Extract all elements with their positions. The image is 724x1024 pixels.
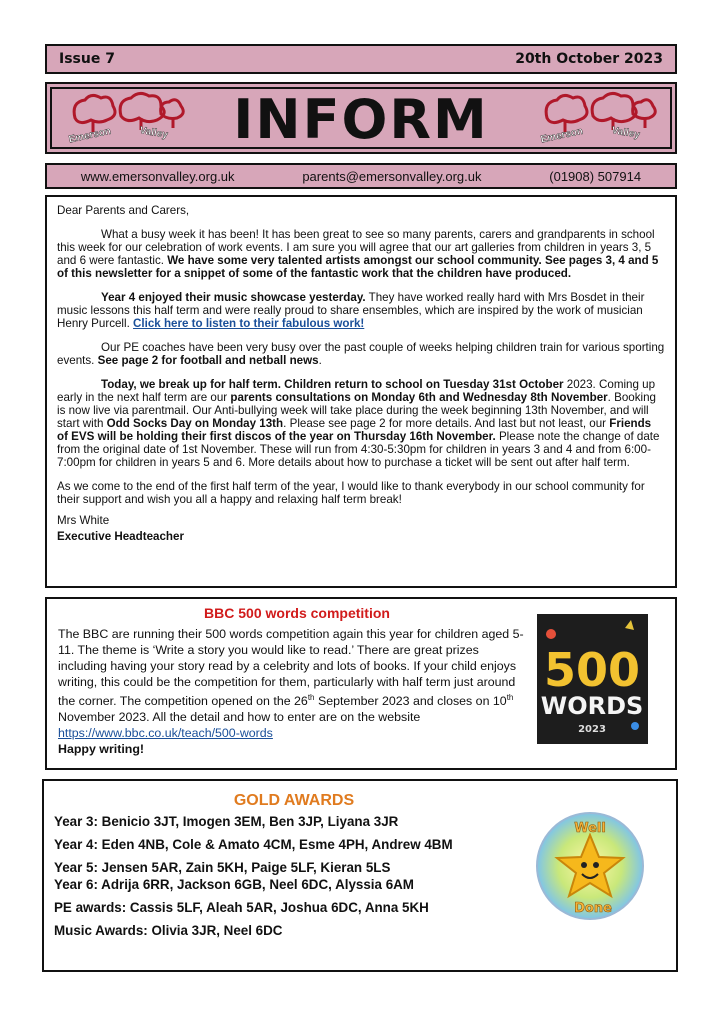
issue-bar — [45, 44, 677, 74]
letter-paragraph-5: As we come to the end of the first half term of the year, I would like to thank everybody in our school community for their support and wish you all a happy and relaxing half term break! — [57, 480, 645, 506]
award-line-year-4: Year 4: Eden 4NB, Cole & Amato 4CM, Esme 4PH, Andrew 4BM — [54, 837, 453, 852]
award-line-pe: PE awards: Cassis 5LF, Aleah 5AR, Joshua 6DC, Anna 5KH — [54, 900, 429, 915]
gold-awards-section — [42, 779, 678, 972]
contact-bar — [45, 163, 677, 189]
letter-paragraph-4: Today, we break up for half term. Children return to school on Tuesday 31st October 2023. Coming up early in the next half term are our parents consultations on Monday 6th and Wednesday 8th November. Booking is now live via parentmail. Our Anti-bullying week will take place during the week beginning 13th November, and will start with Odd Socks Day on Monday 13th. Please see page 2 for more details. And last but not least, our Friends of EVS will be holding their first discos of the year on Thursday 16th November. Please note the change of date from the original date of 1st November. These will run from 4:30-5:30pm for children in years 3 and 4 and from 6:00-7:00pm for children in years 5 and 6. More details about how to purchase a ticket will be sent out after half term. — [57, 378, 660, 469]
svg-text:500: 500 — [543, 643, 641, 697]
gold-awards-title: GOLD AWARDS — [233, 792, 355, 809]
signoff-role: Executive Headteacher — [57, 530, 184, 543]
email-link[interactable]: parents@emersonvalley.org.uk — [302, 168, 482, 184]
svg-text:Well: Well — [574, 821, 606, 836]
music-showcase-link[interactable]: Click here to listen to their fabulous work! — [133, 317, 365, 330]
500-words-logo-icon — [537, 614, 648, 744]
svg-text:WORDS: WORDS — [540, 692, 644, 720]
issue-date: 20th October 2023 — [515, 51, 663, 67]
school-logo-right-icon — [533, 88, 661, 148]
svg-text:Valley: Valley — [138, 125, 169, 141]
website-link[interactable]: www.emersonvalley.org.uk — [80, 168, 235, 184]
svg-text:Valley: Valley — [610, 125, 641, 141]
signoff-name: Mrs White — [57, 514, 110, 527]
svg-text:2023: 2023 — [578, 724, 606, 735]
issue-number: Issue 7 — [59, 51, 115, 67]
award-line-music: Music Awards: Olivia 3JR, Neel 6DC — [54, 923, 283, 938]
letter-paragraph-1: What a busy week it has been! It has been great to see so many parents, carers and grandparents in school this week for our celebration of work events. I am sure you will agree that our art galleries from children in years 3, 5 and 6 were fantastic. We have some very talented artists amongst our school community. See pages 3, 4 and 5 of this newsletter for a snippet of some of the fantastic work that the children have produced. — [57, 228, 659, 280]
letter-greeting: Dear Parents and Carers, — [57, 204, 190, 217]
bbc-section-title: BBC 500 words competition — [204, 605, 390, 621]
svg-text:Emerson: Emerson — [539, 125, 584, 146]
bbc-closing: Happy writing! — [58, 742, 145, 757]
phone-number: (01908) 507914 — [549, 168, 642, 184]
award-line-year-3: Year 3: Benicio 3JT, Imogen 3EM, Ben 3JP, Liyana 3JR — [54, 814, 399, 829]
bbc-competition-section — [45, 597, 677, 770]
masthead — [45, 82, 677, 154]
headteacher-letter — [45, 195, 677, 588]
svg-text:Emerson: Emerson — [67, 125, 112, 146]
newsletter-title: INFORM — [233, 88, 489, 151]
bbc-section-text: The BBC are running their 500 words competition again this year for children aged 5-11. The theme is ‘Write a story you would like to read.’ There are great prizes including having your story read by a celebrity and lots of books. If your child enjoys writing, this could be the competition for them, particularly with half term just around the corner. The competition opened on the 26th September 2023 and closes on 10th November 2023. All the detail and how to enter are on the website https://www.bbc.co.uk/teach/500-words Happy writing! — [58, 626, 528, 757]
award-line-year-5: Year 5: Jensen 5AR, Zain 5KH, Paige 5LF, Kieran 5LS — [54, 860, 391, 875]
svg-text:Done: Done — [574, 901, 612, 916]
award-line-year-6: Year 6: Adrija 6RR, Jackson 6GB, Neel 6DC, Alyssia 6AM — [54, 877, 414, 892]
letter-paragraph-3: Our PE coaches have been very busy over the past couple of weeks helping children train for various sporting events. See page 2 for football and netball news. — [57, 341, 665, 367]
bbc-website-link[interactable]: https://www.bbc.co.uk/teach/500-words — [58, 726, 273, 741]
well-done-star-badge-icon — [535, 811, 645, 921]
letter-paragraph-2: Year 4 enjoyed their music showcase yesterday. They have worked really hard with Mrs Bosdet in their music lessons this half term and were really proud to share ensembles, which are inspired by the work of musician Henry Purcell. Click here to listen to their fabulous work! — [57, 291, 645, 330]
